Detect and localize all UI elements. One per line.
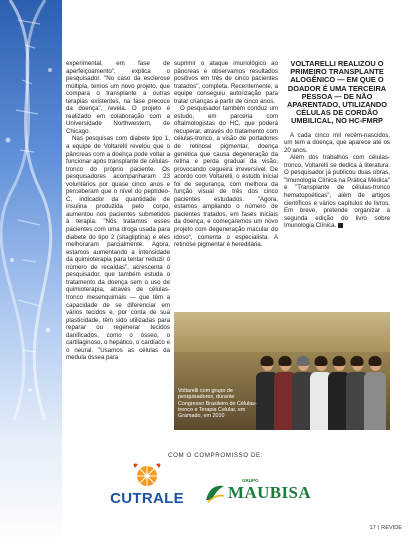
article-paragraph: O pesquisador também conduz um estudo, em parceria com oftalmologistas do HC, que poderá recuperar, através do tratamento com células-tronco, a visão de portadores de retinose pigmentar, doença genética que causa degeneração da retina e perda gradual da visão, provocando cegueira irreversível. De acordo com Voltarelli, o estudo inicial foi de segurança, com melhora da função visual de três dos cinco pacientes estudados. "Agora, estamos ampliando o número de pacientes tratados, em fases iniciais da doença, e começaremos um novo projeto com degeneração macular do idoso", comenta o especialista. A retinose pigmentar é hereditária. [174,105,278,249]
maubisa-logo [204,478,314,508]
cutrale-wordmark: CUTRALE [110,490,184,507]
sponsors-heading: COM O COMPROMISSO DE: [168,452,264,459]
end-of-article-icon [338,223,343,228]
maubisa-wordmark: MAUBISA [228,483,312,502]
cutrale-logo [104,460,190,512]
sidebar-paragraph: A cada cinco mil recém-nascidos, um tem a doença, que aparece até os 20 anos. [284,131,390,154]
page-number: 17 [369,525,376,531]
photo-caption: Voltarelli com grupo de pesquisadores, durante Congresso Brasileiro de Células-tronco e Terapia Celular, em Gramado, em 2010 [178,388,257,420]
article-column-2 [174,60,278,249]
photo-background-wall [174,312,390,352]
sidebar-paragraph-text: Além dos trabalhos com células-tronco, Voltarelli se dedica à literatura. O pesquisador já publicou duas obras, "Imunologia Clínica na Prática Médica" e "Transplante de células-tronco hematopoéticas", além de artigos científicos e vários capítulos de livros. Em breve, pretende organizar a segunda edição do livro sobre Imunologia Clínica. [284,154,390,230]
photo-person [364,358,386,430]
sidebar-body [284,132,390,230]
article-paragraph: suprimir o ataque imunológico ao pâncreas e observamos resultados positivos em três de cinco pacientes tratados", completa. Recentemente, a equipe conseguiu autorização para tratar crianças a partir de cinco anos. [174,60,278,105]
sidebar-paragraph [284,154,390,229]
article-column-1 [66,60,170,362]
leaf-swoosh-icon [204,482,226,504]
orange-fruit-icon [104,460,190,492]
footer-separator: | [377,525,380,531]
decorative-dna-band [0,0,62,547]
article-paragraph: Nas pesquisas com diabete tipo 1, a equipe de Voltarelli revelou que o pâncreas com a doença pode voltar a funcionar após transplante de células-tronco do próprio paciente. Os pesquisadores acompanharam 23 voluntários por quase cinco anos e perceberam que o nível do peptídeo-C, indicador da quantidade de insulina produzida pelo corpo, aumentou nos pacientes submetidos à terapia. "Nós tratamos esses pacientes com uma droga usada para diabete do tipo 2 (sitagliptina) e eles melhoraram parcialmente. Agora, estamos aumentando a intensidade da quimioterapia para tentar reduzir o número de recaídas", acrescenta o pesquisador, que também estuda o tratamento da doença sem o uso de quimioterapia, através de células-tronco mesenquimais — que têm a capacidade de se diferenciar em vários tecidos e, por conta de sua plasticidade, têm sido utilizadas para reparar ou regenerar tecidos danificados, como o ósseo, o cartilaginoso, o hepático, o cardíaco e o neural. "Usamos as células da medula óssea para [66,135,170,362]
sidebar-column [284,60,390,230]
pull-quote-title: VOLTARELLI REALIZOU O PRIMEIRO TRANSPLANTE ALOGÊNICO — EM QUE O DOADOR É UMA TERCEIRA PESSOA — DE NÃO APARENTADO, UTILIZANDO CÉLULAS DE CORDÃO UMBILICAL, NO HC-FMRP [287,59,387,126]
magazine-name: REVIDE [381,525,402,531]
article-paragraph: experimental, em fase de aperfeiçoamento", explica o pesquisador. "No caso da esclerose múltipla, temos um novo projeto, que compara o transplante a outras terapias existentes, na fase precoce da doença", revela. O projeto é realizado em colaboração com a Universidade Northwestern, de Chicago. [66,60,170,135]
maubisa-group-label: GRUPO [242,478,259,483]
page-footer [369,525,402,531]
dna-helix-graphic [0,0,62,547]
